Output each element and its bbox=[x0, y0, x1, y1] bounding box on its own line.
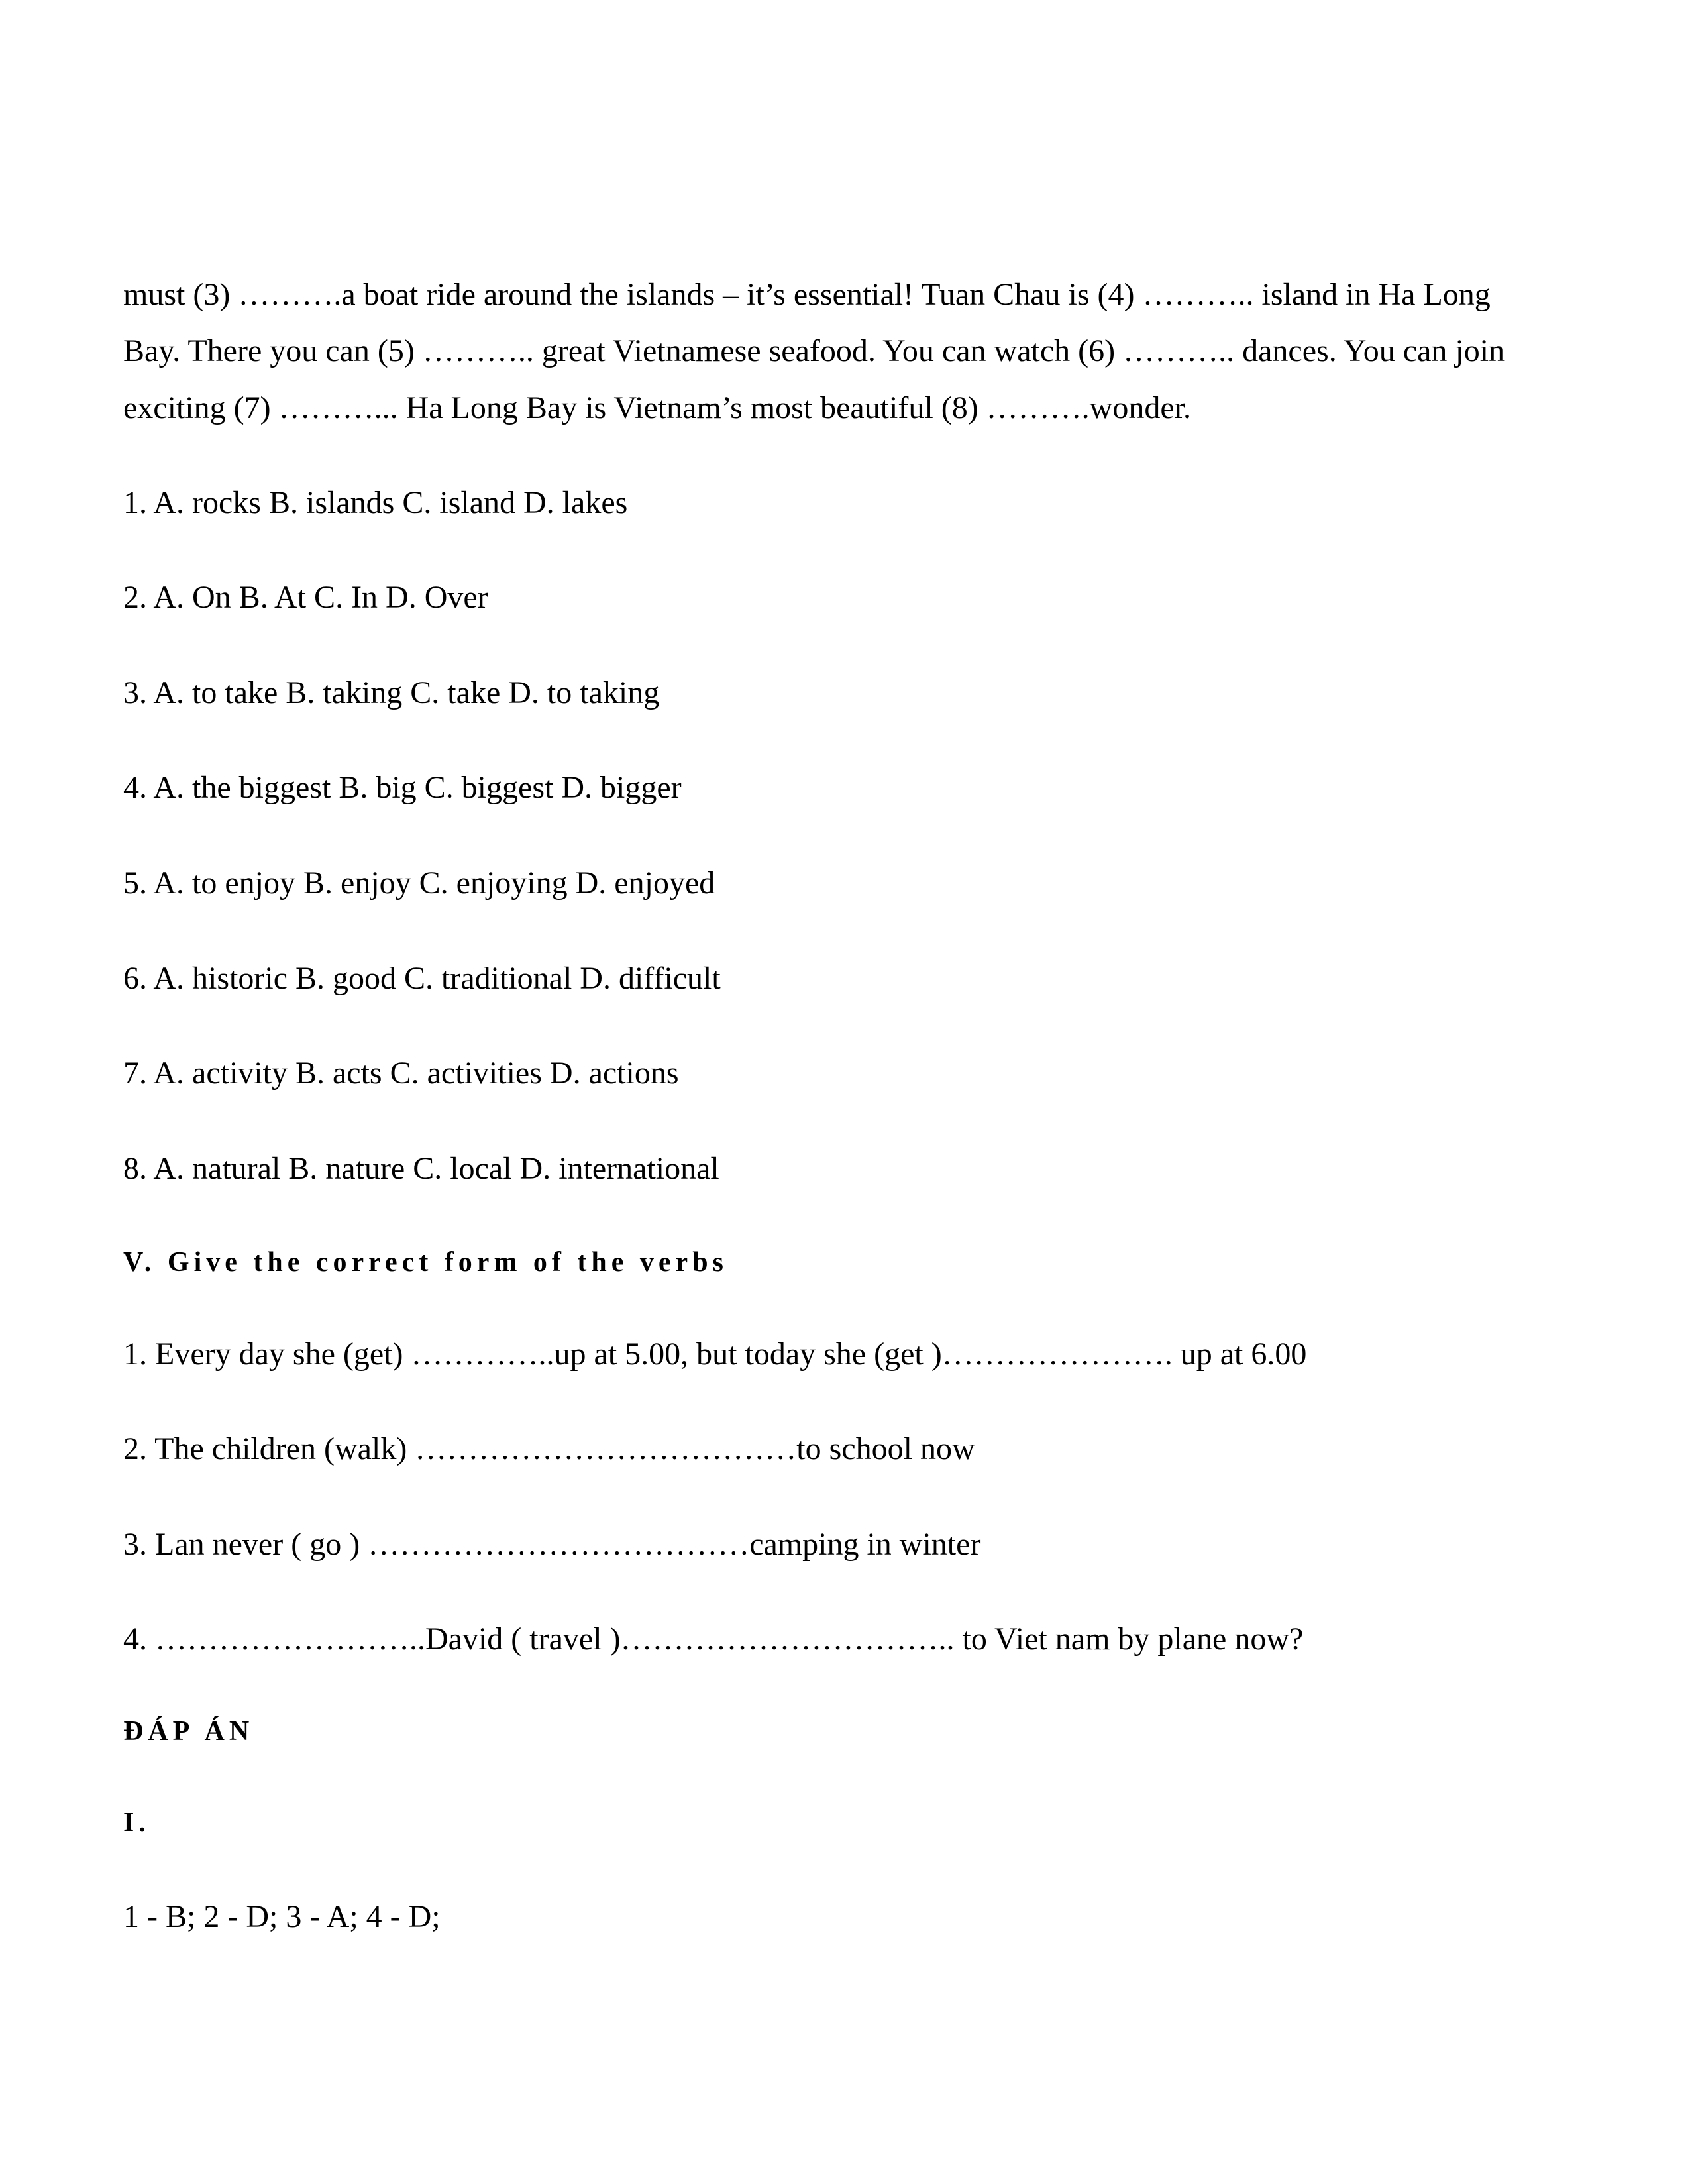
option-line-4: 4. A. the biggest B. big C. biggest D. bigger bbox=[123, 770, 682, 805]
section-v-heading: V. Give the correct form of the verbs bbox=[123, 1247, 728, 1278]
verb-item-3: 3. Lan never ( go ) ………………………………camping in winter bbox=[123, 1527, 981, 1562]
option-line-1: 1. A. rocks B. islands C. island D. lakes bbox=[123, 485, 628, 520]
option-line-8: 8. A. natural B. nature C. local D. international bbox=[123, 1151, 719, 1186]
option-line-7: 7. A. activity B. acts C. activities D. actions bbox=[123, 1056, 679, 1091]
verb-item-4: 4. ……………………..David ( travel )………………………….. to Viet nam by plane now? bbox=[123, 1621, 1304, 1657]
answer-key-heading: ĐÁP ÁN bbox=[123, 1716, 254, 1747]
answer-section-label: I. bbox=[123, 1808, 150, 1838]
option-line-2: 2. A. On B. At C. In D. Over bbox=[123, 580, 488, 615]
option-line-6: 6. A. historic B. good C. traditional D. difficult bbox=[123, 961, 721, 996]
answer-line: 1 - B; 2 - D; 3 - A; 4 - D; bbox=[123, 1899, 441, 1934]
option-line-3: 3. A. to take B. taking C. take D. to taking bbox=[123, 675, 660, 710]
passage-line-1: must (3) ……….a boat ride around the islands – it’s essential! Tuan Chau is (4) ……….. island in Ha Long bbox=[123, 277, 1491, 312]
verb-item-2: 2. The children (walk) ………………………………to school now bbox=[123, 1431, 975, 1466]
passage-line-3: exciting (7) ………... Ha Long Bay is Vietnam’s most beautiful (8) ……….wonder. bbox=[123, 390, 1191, 425]
verb-item-1: 1. Every day she (get) …………..up at 5.00, but today she (get )…………………. up at 6.00 bbox=[123, 1337, 1307, 1372]
passage-line-2: Bay. There you can (5) ……….. great Vietnamese seafood. You can watch (6) ……….. dances. You can join bbox=[123, 333, 1505, 368]
option-line-5: 5. A. to enjoy B. enjoy C. enjoying D. enjoyed bbox=[123, 865, 715, 901]
